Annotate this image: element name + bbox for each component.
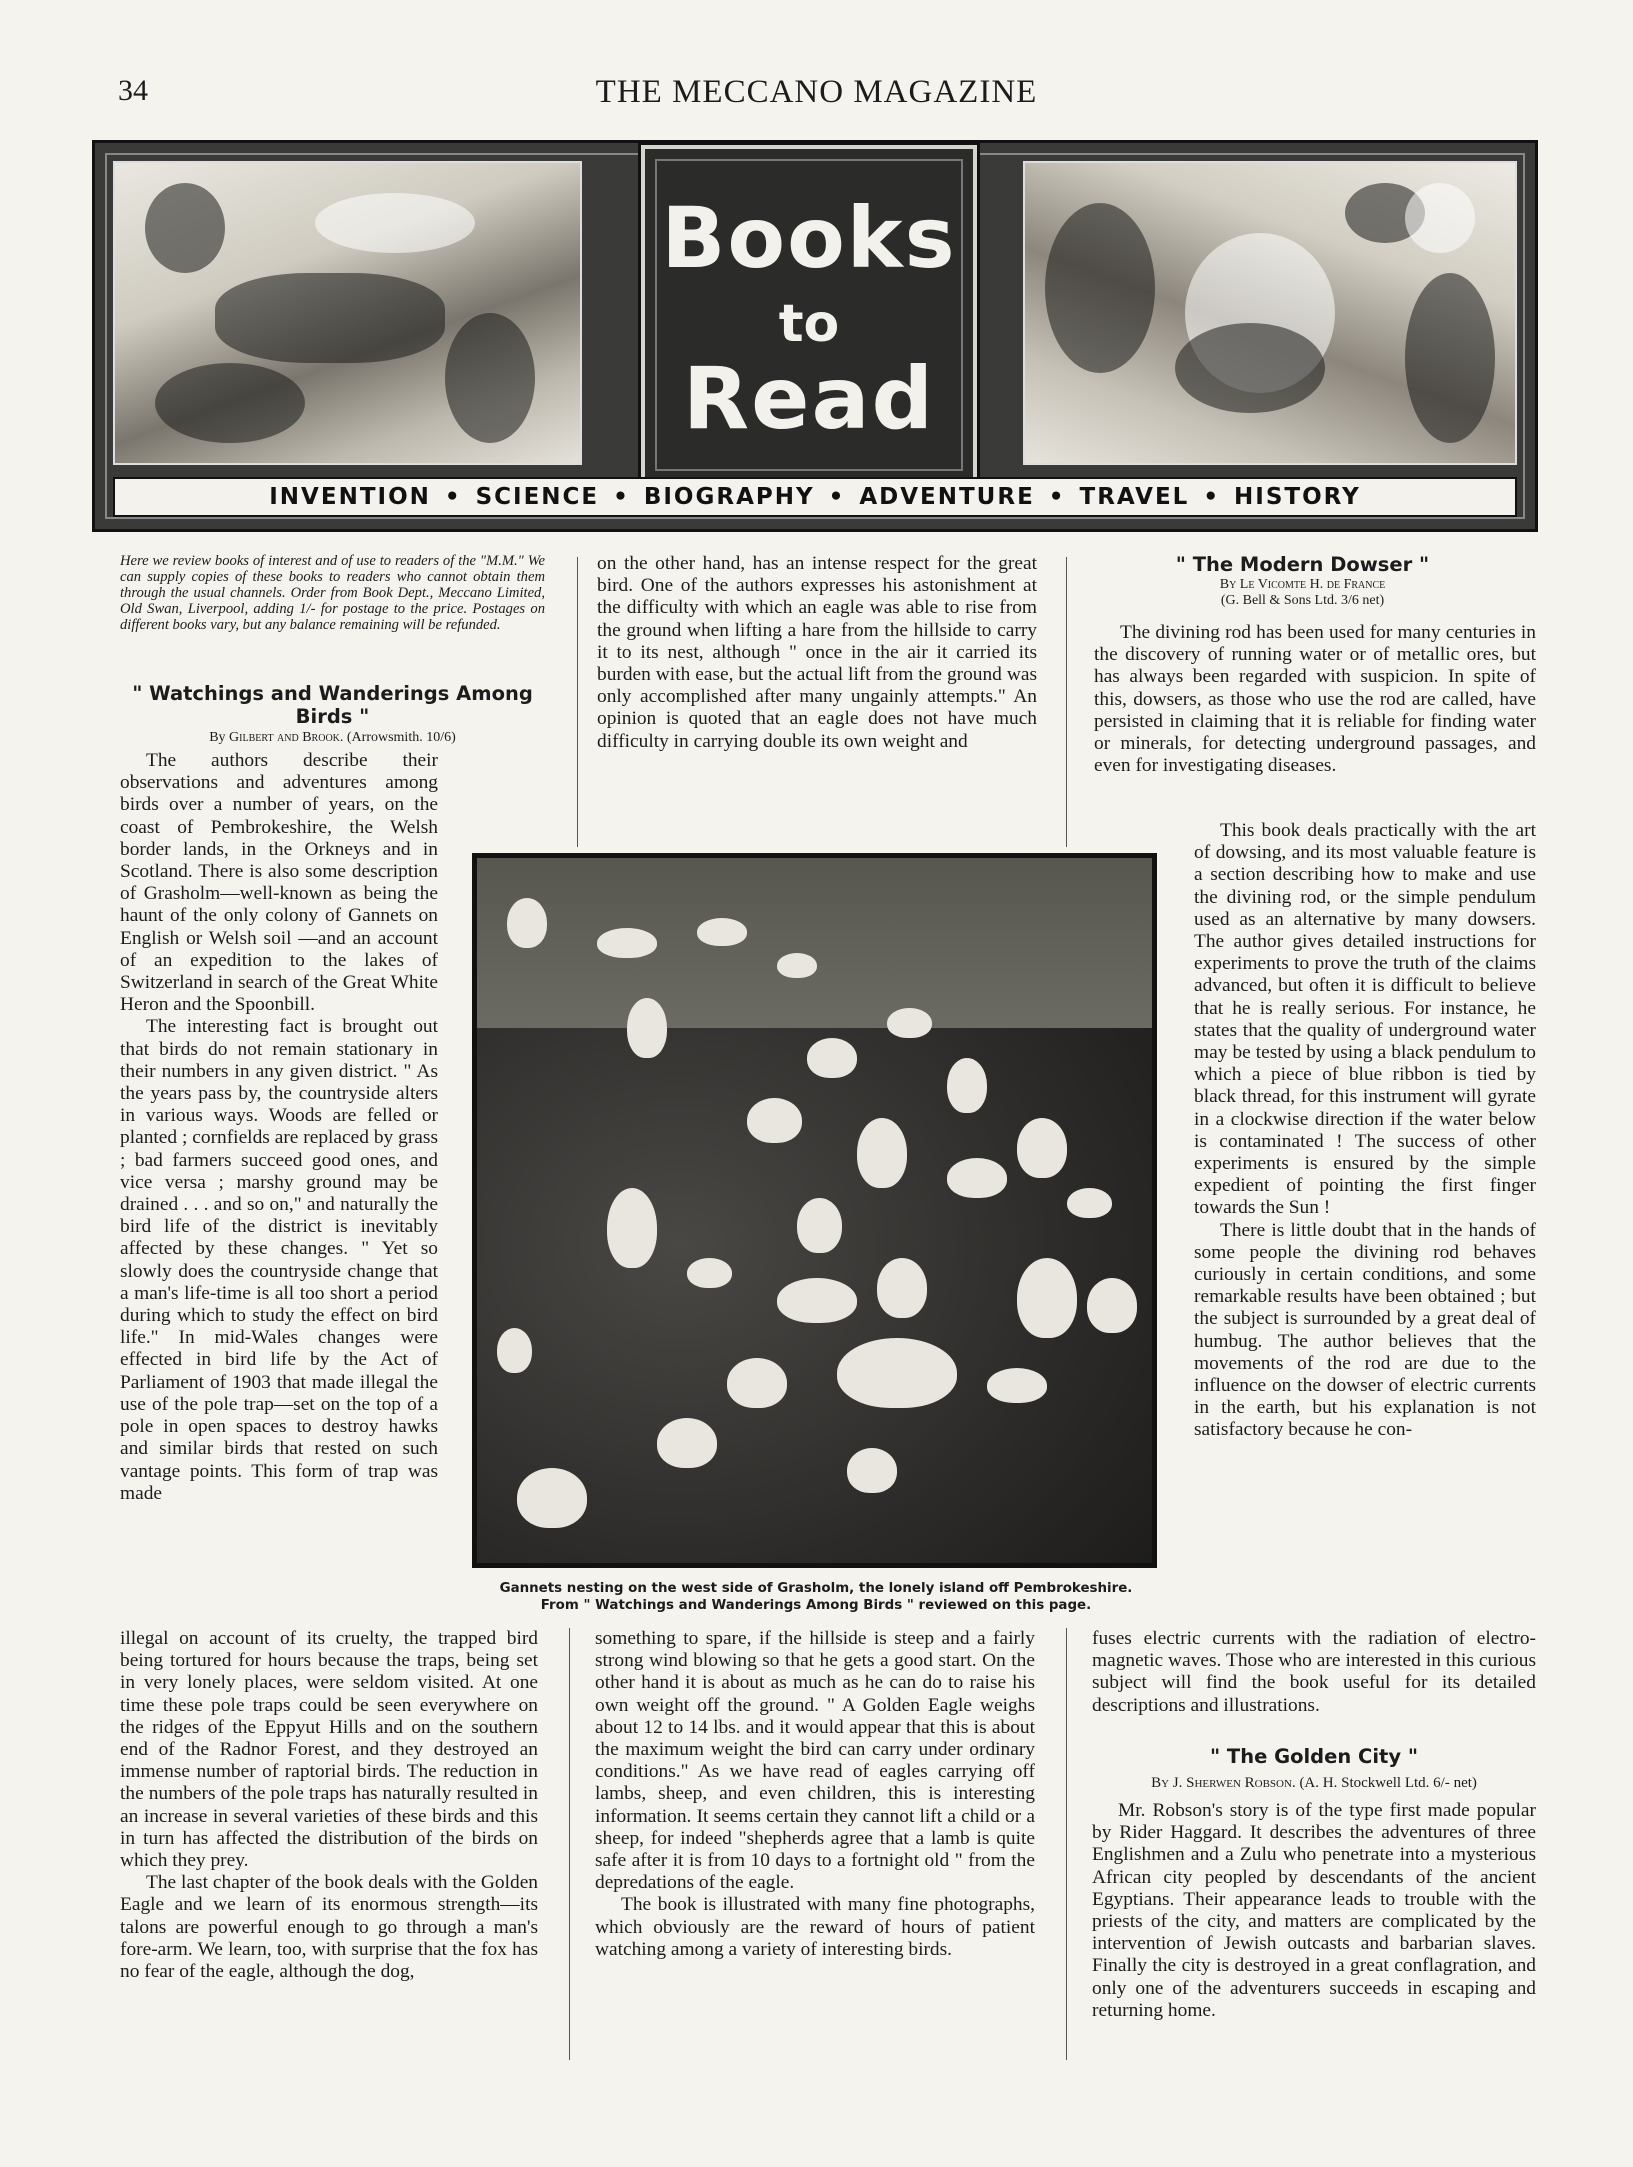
gannets-photo (472, 853, 1157, 1568)
review-byline-watchings: By Gilbert and Brook. (Arrowsmith. 10/6) (209, 730, 456, 745)
column-rule (569, 1628, 570, 2060)
review-text-col2-bottom (595, 1628, 1035, 1961)
paragraph: illegal on account of its cruelty, the trapped bird being tortured for hours because the traps, being set in very lonely places, were seldom visited. At one time these pole traps could be seen everywhere on the ridges of the Eppyut Hills and on the southern end of the Radnor Forest, and they destroyed an immense number of raptorial birds. The reduction in the numbers of the pole traps has naturally resulted in an increase in several varieties of these birds and this in turn has affected the distribution of the birds on which they prey. (120, 1628, 538, 1872)
review-title-modern-dowser: " The Modern Dowser " (1175, 553, 1430, 576)
paragraph: The authors describe their observations and adventures among birds over a number of years, on the coast of Pembrokeshire, the Welsh border lands, in the Orkneys and in Scotland. There is also some description of Grasholm—well-known as being the haunt of the only colony of Gannets on English or Welsh soil —and an account of an expedition to the lakes of Switzerland in search of the Great White Heron and the Spoonbill. (120, 750, 438, 1016)
column-rule (1066, 557, 1067, 847)
category-history: HISTORY (1234, 484, 1361, 510)
paragraph: The divining rod has been used for many centuries in the discovery of running water or of metallic ores, but has always been regarded with suspicion. In spite of this, dowsers, as those who use the rod are called, have persisted in claiming that it is reliable for finding water or minerals, for detecting underground passages, and even for investigating diseases. (1094, 622, 1536, 777)
photo-caption (460, 1580, 1172, 1614)
books-to-read-banner (92, 140, 1538, 532)
review-text-col2-top (597, 553, 1037, 753)
category-separator: • (444, 484, 462, 510)
category-science: SCIENCE (475, 484, 600, 510)
caption-line: From " Watchings and Wanderings Among Birds " reviewed on this page. (540, 1598, 1092, 1613)
review-title-golden-city: " The Golden City " (1209, 1745, 1419, 1768)
banner-title-plate (641, 145, 977, 485)
column-rule (1066, 1628, 1067, 2060)
caption-line: Gannets nesting on the west side of Grasholm, the lonely island off Pembrokeshire. (499, 1581, 1133, 1596)
review-title-watchings: " Watchings and Wanderings Among Birds " (132, 682, 533, 728)
category-adventure: ADVENTURE (859, 484, 1035, 510)
category-travel: TRAVEL (1079, 484, 1190, 510)
magazine-title: THE MECCANO MAGAZINE (595, 74, 1038, 110)
paragraph: The interesting fact is brought out that birds do not remain stationary in their numbers in any given district. " As the years pass by, the countryside alters in various ways. Woods are felled or planted ; cornfields are replaced by grass ; bad farmers succeed good ones, and vice versa ; marshy ground may be drained . . . and so on," and naturally the bird life of the district is inevitably affected by these changes. " Yet so slowly does the countryside change that a man's life-time is all too short a period during which to study the effect on bird life." In mid-Wales changes were effected in bird life by the Act of Parliament of 1903 that made illegal the use of the pole trap—set on the top of a pole in open spaces to destroy hawks and similar birds that rested on such vantage points. This form of trap was made (120, 1016, 438, 1504)
banner-illustration-left (113, 161, 582, 465)
category-bar (113, 477, 1517, 517)
review-text-golden-city (1092, 1800, 1536, 2022)
banner-illustration-right (1023, 161, 1517, 465)
banner-title-to: to (778, 294, 840, 354)
review-byline-golden-city: By J. Sherwen Robson. (A. H. Stockwell Ltd. 6/- net) (1151, 1775, 1477, 1791)
review-text-dowser-narrow (1194, 820, 1536, 1442)
review-text-col1-bottom (120, 1628, 538, 1983)
review-byline-modern-dowser: By Le Vicomte H. de France (G. Bell & Sons Ltd. 3/6 net) (1219, 577, 1386, 608)
page-number: 34 (118, 74, 148, 107)
column-rule (577, 557, 578, 847)
paragraph: There is little doubt that in the hands of some people the divining rod behaves curiously in certain conditions, and some remarkable results have been obtained ; but the subject is surrounded by a great deal of humbug. The author believes that the movements of the rod are due to the influence on the dowser of electric currents in the earth, but his explanation is not satisfactory because he con- (1194, 1219, 1536, 1441)
paragraph: This book deals practically with the art of dowsing, and its most valuable feature is a section describing how to make and use the divining rod, or the simple pendulum used as an alternative by many dowsers. The author gives detailed instructions for experiments to prove the truth of the claims advanced, but often it is difficult to believe that he is really serious. For instance, he states that the quality of underground water may be tested by using a black pendulum to which a piece of blue ribbon is tied by black thread, for this instrument will gyrate in a clockwise direction if the water below is contaminated ! The success of other experiments is ensured by the simple expedient of pointing the first finger towards the Sun ! (1194, 820, 1536, 1219)
review-text-dowser-p1 (1094, 622, 1536, 777)
review-text-col1-narrow (120, 750, 438, 1505)
banner-title-read: Read (682, 349, 936, 449)
paragraph: The book is illustrated with many fine photographs, which obviously are the reward of hours of patient watching among a variety of interesting birds. (595, 1894, 1035, 1960)
category-separator: • (1048, 484, 1066, 510)
intro-note: Here we review books of interest and of use to readers of the "M.M." We can supply copies of these books to readers who cannot obtain them through the usual channels. Order from Book Dept., Meccano Limited, Old Swan, Liverpool, adding 1/- for postage to the price. Postages on different books vary, but any balance remaining will be refunded. (120, 553, 545, 633)
paragraph: Mr. Robson's story is of the type first made popular by Rider Haggard. It describes the adventures of three Englishmen and a Zulu who penetrate into a mysterious African city peopled by descendants of the ancient Egyptians. Their appearance leads to trouble with the priests of the city, and matters are complicated by the intervention of Jewish outcasts and barbarian slaves. Finally the city is destroyed in a great conflagration, and only one of the adventurers succeeds in escaping and returning home. (1092, 1800, 1536, 2021)
category-invention: INVENTION (269, 484, 431, 510)
paragraph: on the other hand, has an intense respect for the great bird. One of the authors expresses his astonishment at the difficulty with which an eagle was able to rise from the ground when lifting a hare from the hillside to carry it to its nest, although " once in the air it carried its burden with ease, but the actual lift from the ground was only accomplished after many ungainly attempts." An opinion is quoted that an eagle does not have much difficulty in carrying double its own weight and (597, 553, 1037, 752)
category-separator: • (828, 484, 846, 510)
category-biography: BIOGRAPHY (643, 484, 815, 510)
banner-title-books: Books (661, 189, 957, 287)
category-separator: • (613, 484, 630, 510)
category-separator: • (1203, 484, 1221, 510)
paragraph: something to spare, if the hillside is steep and a fairly strong wind blowing so that he gets a good start. On the other hand it is about as much as he can do to raise his own weight off the ground. " A Golden Eagle weighs about 12 to 14 lbs. and it would appear that this is about the maximum weight the bird can carry under ordinary conditions." As we have read of eagles carrying off lambs, sheep, and even children, this is interesting information. It seems certain they cannot lift a child or a sheep, for indeed "shepherds agree that a lamb is quite safe after it is from 10 days to a fortnight old " from the depredations of the eagle. (595, 1628, 1035, 1894)
paragraph: fuses electric currents with the radiation of electro-magnetic waves. Those who are interested in this curious subject will find the book useful for its detailed descriptions and illustrations. (1092, 1628, 1536, 1716)
paragraph: The last chapter of the book deals with the Golden Eagle and we learn of its enormous strength—its talons are powerful enough to go through a man's fore-arm. We learn, too, with surprise that the fox has no fear of the eagle, although the dog, (120, 1872, 538, 1983)
review-text-dowser-bottom (1092, 1628, 1536, 1717)
